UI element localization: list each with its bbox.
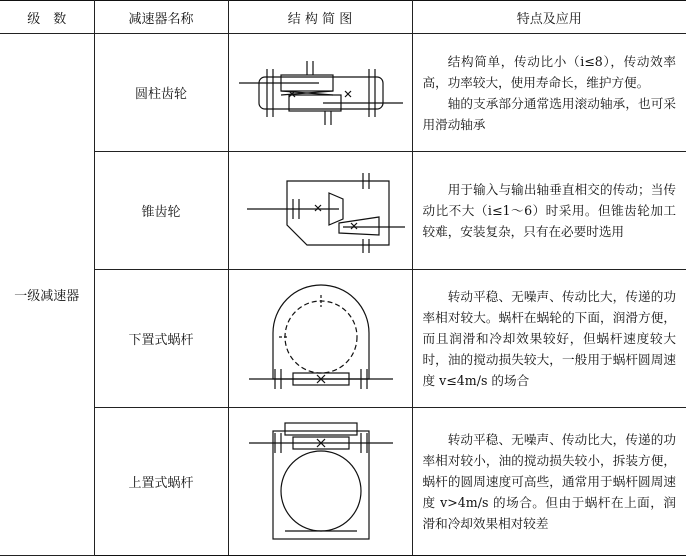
reducer-desc: 用于输入与输出轴垂直相交的传动；当传动比不大（i≤1～6）时采用。但锥齿轮加工较难，安装复杂，只有在必要时选用 [412, 152, 686, 270]
header-row [0, 1, 686, 34]
reducer-desc: 转动平稳、无噪声、传动比大，传递的功率相对较小，油的搅动损失较小，拆装方便，蜗杆的圆周速度可高些，通常用于蜗杆圆周速度 v>4m/s 的场合。但由于蜗杆在上面，润滑和冷却效果相对较差 [412, 408, 686, 556]
diagram-cylindrical-gear [228, 34, 412, 152]
reducer-name: 上置式蜗杆 [94, 408, 228, 556]
header-level: 级 数 [0, 1, 94, 34]
diagram-upper-worm [228, 408, 412, 556]
table-row [0, 34, 686, 152]
cylindrical-gear-schematic-icon [229, 35, 413, 151]
table-row [0, 408, 686, 556]
upper-worm-schematic-icon [229, 409, 413, 555]
level-cell: 一级减速器 [0, 34, 94, 556]
header-features: 特点及应用 [412, 1, 686, 34]
diagram-lower-worm [228, 270, 412, 408]
header-diagram: 结 构 简 图 [228, 1, 412, 34]
reducer-desc: 转动平稳、无噪声、传动比大，传递的功率相对较大。蜗杆在蜗轮的下面，润滑方便，而且润滑和冷却效果较好，但蜗杆速度较大时，油的搅动损失较大，一般用于蜗杆圆周速度 v≤4m/s 的场合 [412, 270, 686, 408]
reducer-name: 锥齿轮 [94, 152, 228, 270]
table-row [0, 270, 686, 408]
reducer-desc: 结构简单，传动比小（i≤8），传动效率高，功率较大，使用寿命长，维护方便。 轴的支承部分通常选用滚动轴承，也可采用滑动轴承 [412, 34, 686, 152]
header-name: 减速器名称 [94, 1, 228, 34]
table-row [0, 152, 686, 270]
reducer-name: 下置式蜗杆 [94, 270, 228, 408]
lower-worm-schematic-icon [229, 271, 413, 407]
diagram-bevel-gear [228, 152, 412, 270]
reducer-name: 圆柱齿轮 [94, 34, 228, 152]
bevel-gear-schematic-icon [229, 153, 413, 269]
